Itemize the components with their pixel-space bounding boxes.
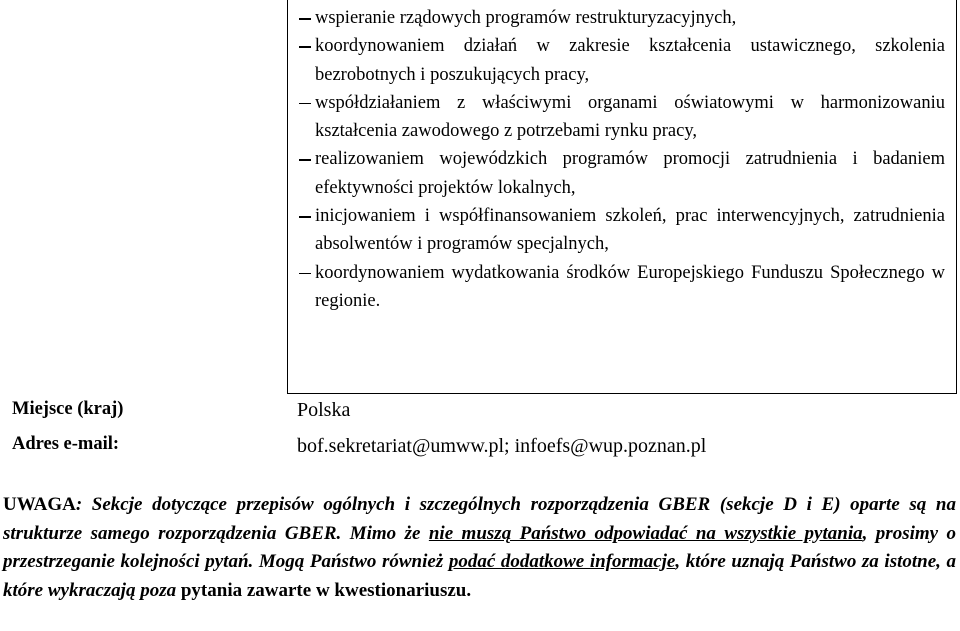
- bullet-list: [297, 4, 945, 315]
- list-item: [297, 32, 945, 89]
- list-item-text: koordynowaniem wydatkowania środków Europejskiego Funduszu Społecznego w regionie.: [315, 262, 945, 311]
- list-item-text: realizowaniem wojewódzkich programów promocji zatrudnienia i badaniem efektywności projektów lokalnych,: [315, 149, 945, 198]
- note-text: , które uznają Państwo za istotne, a które wykraczają poza: [3, 551, 956, 601]
- note-paragraph: [3, 491, 956, 605]
- note-text: pytania zawarte w kwestionariuszu.: [180, 579, 472, 601]
- list-item: [297, 259, 945, 316]
- list-item-text: wspieranie rządowych programów restrukturyzacyjnych,: [315, 8, 737, 28]
- note-underlined-text: nie muszą Państwo odpowiadać na wszystkie pytania: [428, 522, 863, 544]
- place-value: Polska: [297, 399, 351, 421]
- note-heading: UWAGA: [3, 494, 76, 515]
- list-item-text: współdziałaniem z właściwymi organami oświatowymi w harmonizowaniu kształcenia zawodowego z potrzebami rynku pracy,: [315, 92, 945, 142]
- dash-bullet-icon: [299, 46, 311, 48]
- list-item: [297, 4, 945, 32]
- dash-bullet-icon: [299, 216, 311, 218]
- dash-bullet-icon: [299, 159, 311, 161]
- dash-bullet-icon: [299, 18, 311, 20]
- dash-bullet-icon: [299, 273, 311, 275]
- email-value: bof.sekretariat@umww.pl; infoefs@wup.poznan.pl: [297, 435, 707, 457]
- place-label: Miejsce (kraj): [12, 399, 124, 419]
- list-item: [297, 202, 945, 259]
- list-item-text: koordynowaniem działań w zakresie kształcenia ustawicznego, szkolenia bezrobotnych i poszukujących pracy,: [315, 36, 945, 85]
- list-item: [297, 145, 945, 202]
- email-label: Adres e-mail:: [12, 434, 120, 454]
- list-item: [297, 89, 945, 146]
- note-underlined-text: podać dodatkowe informacje: [448, 551, 676, 572]
- dash-bullet-icon: [299, 103, 311, 105]
- list-item-text: inicjowaniem i współfinansowaniem szkoleń, prac interwencyjnych, zatrudnienia absolwentów i programów specjalnych,: [315, 206, 945, 255]
- note-text: : Sekcje dotyczące przepisów ogólnych i szczególnych rozporządzenia GBER (sekcje D i E) oparte są na strukturze samego rozporządzenia GBER. Mimo że: [3, 494, 956, 544]
- note-text: , prosimy o przestrzeganie kolejności pytań. Mogą Państwo również: [3, 522, 956, 572]
